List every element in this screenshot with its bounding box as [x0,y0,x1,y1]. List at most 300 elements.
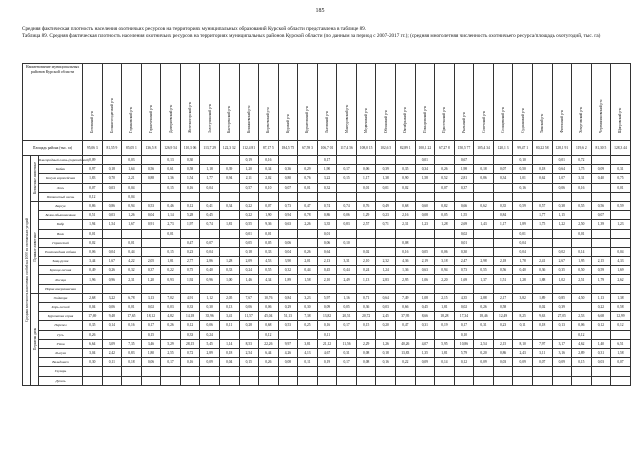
density-value: 2,54 [474,339,494,348]
district-header: Глушковский р-н [122,64,142,141]
density-value: 0,04 [513,238,533,247]
density-value: 0,10 [259,183,279,192]
density-value [239,330,259,339]
density-value: 3,31 [572,174,592,183]
density-value: 1,43 [474,220,494,229]
density-value [396,367,416,376]
density-value: 0,04 [611,247,631,256]
density-value: 0,37 [141,266,161,275]
density-value [474,183,494,192]
density-value: 0,01 [572,229,592,238]
density-value [141,238,161,247]
species-name: Перепел [39,321,83,330]
density-value [141,156,161,165]
density-value: 0,64 [376,293,396,302]
density-table [22,63,631,386]
district-header: Щигровский р-н [611,64,631,141]
density-value: 0,04 [513,247,533,256]
density-value: 0,06 [278,238,298,247]
density-value: 0,74 [337,201,357,210]
density-value: 1,51 [493,275,513,284]
density-value [376,192,396,201]
density-value: 0,01 [317,229,337,238]
density-value [317,367,337,376]
density-value: 0,47 [396,321,416,330]
density-value: 7,02 [161,293,181,302]
density-value: 2,47 [454,257,474,266]
district-area: 112,4 81 [239,141,259,156]
density-value [611,192,631,201]
density-value: 0,45 [317,266,337,275]
density-value: 0,12 [591,321,611,330]
density-value: 9,36 [259,220,279,229]
density-value: 7,35 [122,339,142,348]
density-value: 0,32 [122,266,142,275]
density-value [474,284,494,293]
density-value: 1,28 [513,275,533,284]
density-value [435,156,455,165]
density-value [278,330,298,339]
density-value: 1,46 [239,275,259,284]
density-value: 0,08 [415,211,435,220]
density-value [317,192,337,201]
density-value [513,303,533,312]
density-value: 1,81 [435,348,455,357]
density-value: 35,96 [200,312,220,321]
district-header: Пристенский р-н [435,64,455,141]
density-value: 2,17 [493,293,513,302]
density-value: 0,25 [298,321,318,330]
density-value: 0,29 [278,303,298,312]
density-value [278,376,298,385]
density-value: 0,73 [278,201,298,210]
district-header: Дмитриевский р-н [161,64,181,141]
density-value: 0,18 [239,247,259,256]
density-value: 0,19 [239,156,259,165]
density-value: 45,04 [259,312,279,321]
table-row [23,348,631,357]
density-value: 4,50 [572,293,592,302]
density-value [337,376,357,385]
density-value [376,229,396,238]
species-name: Пятнистый олень [39,192,83,201]
density-value: 1,13 [356,275,376,284]
density-value: 6,64 [83,339,103,348]
density-value: 0,17 [337,321,357,330]
density-value [552,229,572,238]
density-value [161,238,181,247]
density-value: 0,88 [141,174,161,183]
density-value: 12,99 [611,312,631,321]
density-value: 20,51 [337,312,357,321]
density-value: 1,95 [572,257,592,266]
density-value [591,376,611,385]
table-row [23,201,631,210]
density-value: 0,01 [161,229,181,238]
density-value: 0,17 [161,358,181,367]
density-value: 0,04 [219,358,239,367]
density-value [298,330,318,339]
density-value: 0,35 [83,321,103,330]
density-value: 8,53 [239,339,259,348]
density-value: 0,01 [298,183,318,192]
density-value [591,247,611,256]
district-header: Фатежский р-н [552,64,572,141]
density-value: 0,32 [278,266,298,275]
species-name: Куница лесная [39,266,83,275]
density-value [591,229,611,238]
density-value [415,192,435,201]
density-value [493,229,513,238]
density-value: 0,58 [180,165,200,174]
district-header: Хомутовский р-н [572,64,592,141]
density-value [337,192,357,201]
density-value: 0,30 [83,358,103,367]
density-value: 0,06 [141,358,161,367]
district-header: Рыльский р-н [454,64,474,141]
density-value [611,238,631,247]
density-value [337,284,357,293]
density-value: 6,44 [259,348,279,357]
density-value: 3,46 [141,339,161,348]
density-value: 0,40 [591,174,611,183]
density-value [611,156,631,165]
density-value: 0,07 [278,183,298,192]
density-value: 0,06 [239,303,259,312]
density-value: 3,22 [317,174,337,183]
density-value: 27,05 [552,312,572,321]
density-value: 1,36 [161,174,181,183]
density-value: 1,24 [376,266,396,275]
density-value [532,238,552,247]
density-value: 0,17 [337,165,357,174]
density-value: 0,63 [278,220,298,229]
density-value [219,183,239,192]
density-value [161,192,181,201]
density-value: 1,55 [454,211,474,220]
density-value: 2,10 [317,275,337,284]
density-value [356,376,376,385]
density-value [474,156,494,165]
density-value: 0,06 [83,247,103,256]
density-value: 0,74 [317,201,337,210]
district-header: Курчатовский р-н [298,64,318,141]
density-value: 0,01 [259,229,279,238]
density-value: 6,51 [611,339,631,348]
density-value [200,192,220,201]
density-value: 0,03 [102,211,122,220]
density-value: 0,94 [219,174,239,183]
density-group-label: Средняя плотность населения особей на 1000 га охотничьих угодий [23,156,31,386]
density-value: 0,16 [259,156,279,165]
density-value: 2,01 [298,257,318,266]
density-value: 0,08 [278,358,298,367]
density-value [591,192,611,201]
district-area: 67,27 8 [435,141,455,156]
density-value: 0,09 [83,156,103,165]
density-value: 0,14 [435,358,455,367]
density-value [180,367,200,376]
species-name: Норка американская [39,284,83,293]
density-value [493,376,513,385]
density-value: 21,12 [317,339,337,348]
density-value: 0,22 [239,211,259,220]
species-group-label: Пернатая дичь [31,293,39,385]
density-value: 1,64 [122,165,142,174]
density-value: 1,67 [122,220,142,229]
density-value [180,376,200,385]
density-value [532,183,552,192]
density-value: 0,29 [298,165,318,174]
density-value: 0,22 [161,266,181,275]
density-value: 0,33 [219,266,239,275]
species-name: Белка обыкновенная [39,211,83,220]
density-value: 0,83 [122,348,142,357]
district-area: 80,22 58 [532,141,552,156]
density-value: 1,81 [435,303,455,312]
density-value [219,238,239,247]
density-value: 1,12 [200,293,220,302]
density-value: 4,53 [259,257,279,266]
density-value: 0,55 [259,266,279,275]
density-value: 2,09 [239,257,259,266]
density-value: 0,18 [532,165,552,174]
species-name: Благородный олень (европейский) [39,156,83,165]
density-value: 1,54 [102,220,122,229]
density-value [141,247,161,256]
density-value: 2,18 [493,257,513,266]
density-value: 0,26 [259,358,279,367]
density-value: 0,36 [356,303,376,312]
district-area: 82,89 1 [396,141,416,156]
density-value: 2,98 [474,257,494,266]
density-value [572,284,592,293]
density-value: 0,26 [474,303,494,312]
table-row [23,211,631,220]
density-value [415,284,435,293]
density-value [474,211,494,220]
density-value: 1,69 [454,275,474,284]
density-value [239,376,259,385]
density-value: 0,18 [376,348,396,357]
density-value: 1,94 [83,220,103,229]
density-value: 2,29 [356,339,376,348]
density-value [454,192,474,201]
district-area: 95,06 3 [83,141,103,156]
density-value [474,192,494,201]
district-area: 99,47 1 [513,141,533,156]
table-row [23,174,631,183]
density-value [493,238,513,247]
density-value: 0,34 [493,174,513,183]
density-value [141,376,161,385]
density-value: 1,97 [180,220,200,229]
density-value: 0,49 [376,201,396,210]
species-group-label: Копытные животные [31,156,39,202]
density-value: 1,06 [415,275,435,284]
table-row [23,367,631,376]
density-value: 0,06 [200,321,220,330]
density-value: 8,25 [513,312,533,321]
density-value [200,229,220,238]
density-value [435,367,455,376]
species-name: Лысуха [39,348,83,357]
density-value: 0,66 [396,303,416,312]
density-value: 0,53 [141,201,161,210]
density-value [102,376,122,385]
density-value [102,367,122,376]
density-value: 0,30 [180,156,200,165]
density-value: 17,69 [83,312,103,321]
density-value [415,238,435,247]
density-value: 2,68 [83,293,103,302]
table-row [23,339,631,348]
density-value: 4,82 [161,312,181,321]
species-name: Лисица [39,275,83,284]
species-name: Лось [39,183,83,192]
density-value: 5,45 [200,339,220,348]
density-value [337,330,357,339]
density-value: 2,53 [572,312,592,321]
density-value: 0,02 [454,303,474,312]
density-value: 0,18 [122,358,142,367]
table-caption: Таблица 89. Средняя фактическая плотность населения охотничьих ресурсов на территориях муниципальных районов Курской области (по данным за период с 2007-2017 гг.); (средняя многолетняя численность охотничьего ресурса/площадь охотугодий, тыс. га) [22,33,601,39]
density-value: 0,76 [298,174,318,183]
density-value: 0,02 [83,238,103,247]
density-value: 1,17 [356,174,376,183]
density-value [298,284,318,293]
district-header: Железногорский р-н [180,64,200,141]
density-value: 8,66 [415,312,435,321]
density-value [317,376,337,385]
density-value [513,284,533,293]
density-value [435,238,455,247]
density-value: 0,86 [83,201,103,210]
density-value [376,156,396,165]
density-value [611,284,631,293]
density-value: 0,45 [415,303,435,312]
density-value: 0,39 [376,165,396,174]
density-value: 0,44 [298,266,318,275]
species-name: Горностай [39,238,83,247]
density-value: 0,30 [298,303,318,312]
density-value: 0,15 [572,358,592,367]
district-header: Поныровский р-н [415,64,435,141]
density-value [102,330,122,339]
density-value: 0,10 [454,330,474,339]
density-value [532,367,552,376]
density-value: 0,51 [83,211,103,220]
density-value [474,367,494,376]
density-value: 0,90 [396,174,416,183]
density-value: 0,35 [396,165,416,174]
species-name: Дупель [39,376,83,385]
density-value [396,376,416,385]
density-value: 0,40 [513,266,533,275]
density-value [219,284,239,293]
density-value: 0,16 [122,321,142,330]
density-value: 0,26 [161,321,181,330]
density-value: 1,80 [141,348,161,357]
density-value: 0,55 [239,220,259,229]
density-value: 0,52 [435,174,455,183]
density-value [219,330,239,339]
density-value: 0,16 [513,183,533,192]
density-value: 0,11 [219,321,239,330]
density-value: 0,13 [552,321,572,330]
density-value: 0,01 [122,238,142,247]
density-value: 0,56 [591,201,611,210]
density-value: 0,96 [200,275,220,284]
density-value: 0,15 [161,183,181,192]
density-value [611,376,631,385]
density-value [259,192,279,201]
density-value: 1,77 [532,211,552,220]
density-value: 18,28 [435,312,455,321]
density-value: 0,96 [102,275,122,284]
density-value: 1,69 [611,266,631,275]
density-value: 1,58 [415,174,435,183]
density-value: 0,74 [200,220,220,229]
density-value: 17,65 [122,312,142,321]
district-header: Медвенский р-н [356,64,376,141]
density-value: 2,89 [572,348,592,357]
density-value: 0,19 [317,358,337,367]
density-value: 0,91 [141,220,161,229]
table-row [23,229,631,238]
density-value: 0,16 [180,358,200,367]
density-value [239,284,259,293]
density-value: 0,12 [572,330,592,339]
density-value [200,367,220,376]
density-value: 0,15 [239,358,259,367]
density-value [493,247,513,256]
density-value [200,376,220,385]
table-row [23,266,631,275]
density-value: 51,13 [278,312,298,321]
density-value: 9,97 [278,339,298,348]
density-value: 2,15 [435,293,455,302]
density-value: 2,55 [161,348,181,357]
density-value: 3,31 [337,257,357,266]
density-value: 2,05 [141,257,161,266]
density-value: 0,36 [532,266,552,275]
density-value: 0,26 [83,330,103,339]
density-value: 0,01 [611,183,631,192]
district-area: 102,6 5 [376,141,396,156]
density-value [200,156,220,165]
density-value [591,330,611,339]
density-value: 13,82 [317,312,337,321]
density-value: 1,07 [552,174,572,183]
density-value [435,284,455,293]
density-value [122,229,142,238]
density-value [83,284,103,293]
density-value [337,156,357,165]
density-value: 2,77 [180,257,200,266]
density-value: 0,36 [278,165,298,174]
density-value: 1,89 [513,220,533,229]
density-value: 0,07 [611,358,631,367]
density-value: 0,82 [435,201,455,210]
density-value: 0,13 [161,156,181,165]
density-value: 0,03 [161,303,181,312]
density-value [337,247,357,256]
density-value: 0,23 [493,321,513,330]
density-value: 0,50 [513,165,533,174]
density-value: 0,59 [591,266,611,275]
district-area: 100,1 22 [415,141,435,156]
